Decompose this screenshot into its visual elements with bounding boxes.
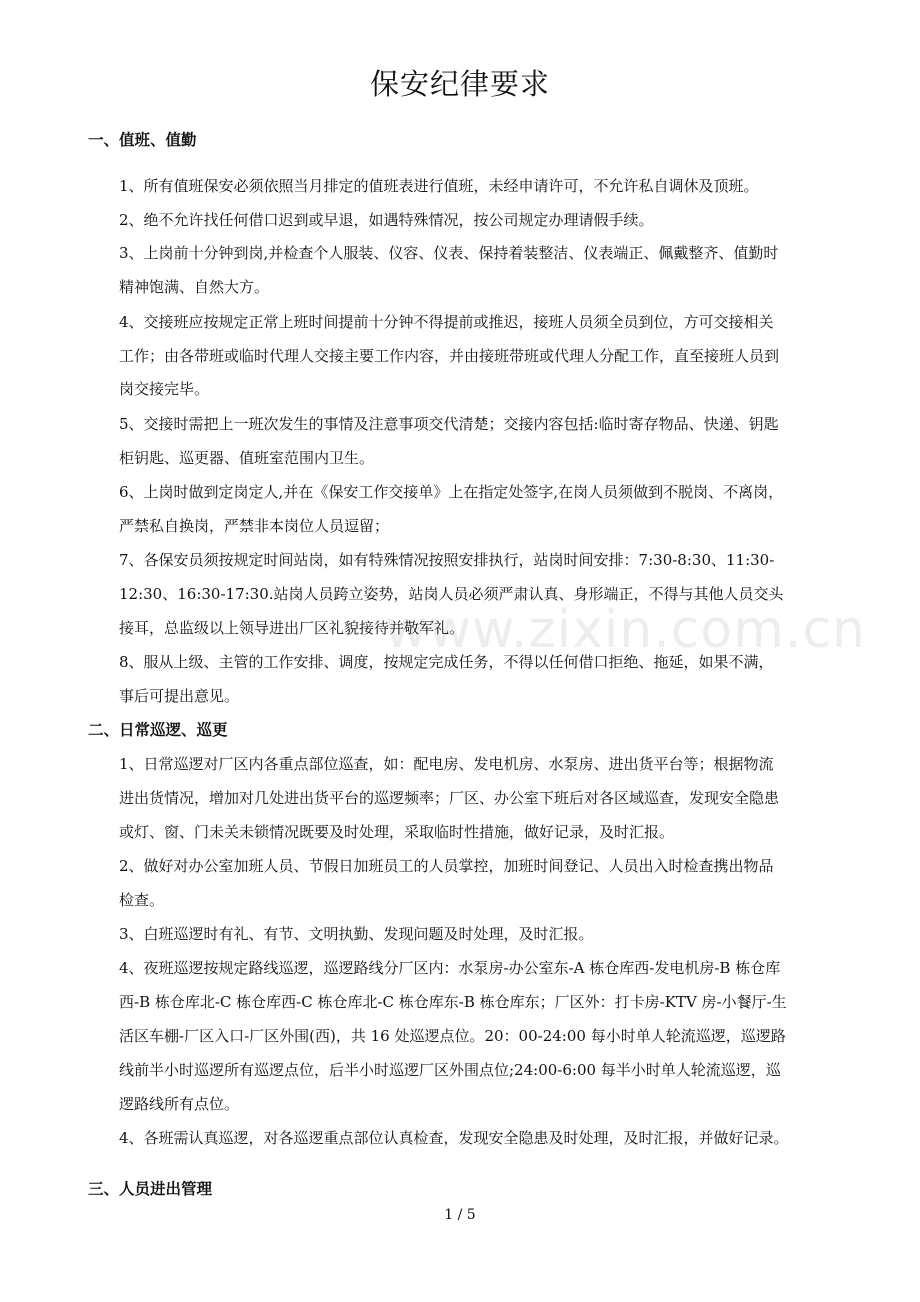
paragraph-line: 接耳，总监级以上领导进出厂区礼貌接待并敬军礼。	[119, 619, 465, 637]
paragraph-line: 工作；由各带班或临时代理人交接主要工作内容，并由接班带班或代理人分配工作，直至接班人员到	[119, 347, 780, 365]
paragraph-line: 2、做好对办公室加班人员、节假日加班员工的人员掌控，加班时间登记、人员出入时检查携出物品	[119, 857, 774, 875]
watermark: www.zixin.com.cn	[385, 600, 866, 660]
paragraph-line: 西-B 栋仓库北-C 栋仓库西-C 栋仓库北-C 栋仓库东-B 栋仓库东；厂区外：打卡房-KTV 房-小餐厅-生	[119, 993, 787, 1011]
paragraph-line: 2、绝不允许找任何借口迟到或早退，如遇特殊情况，按公司规定办理请假手续。	[119, 211, 654, 229]
paragraph-line: 线前半小时巡逻所有巡逻点位，后半小时巡逻厂区外围点位;24:00-6:00 每半小时单人轮流巡逻，巡	[119, 1061, 781, 1079]
paragraph-line: 严禁私自换岗，严禁非本岗位人员逗留；	[119, 517, 390, 535]
page-title: 保安纪律要求	[369, 67, 550, 101]
paragraph-line: 4、各班需认真巡逻，对各巡逻重点部位认真检查，发现安全隐患及时处理，及时汇报，并做好记录。	[119, 1129, 789, 1147]
paragraph-line: 1、日常巡逻对厂区内各重点部位巡查，如：配电房、发电机房、水泵房、进出货平台等；根据物流	[119, 755, 774, 773]
paragraph-line: 或灯、窗、门未关未锁情况既要及时处理，采取临时性措施，做好记录，及时汇报。	[119, 823, 675, 841]
section-heading: 三、人员进出管理	[88, 1180, 213, 1198]
paragraph-line: 事后可提出意见。	[119, 687, 240, 705]
paragraph-line: 岗交接完毕。	[119, 380, 210, 398]
paragraph-line: 3、白班巡逻时有礼、有节、文明执勤、发现问题及时处理，及时汇报。	[119, 925, 594, 943]
paragraph-line: 进出货情况，增加对几处进出货平台的巡逻频率；厂区、办公室下班后对各区域巡查，发现安全隐患	[119, 789, 780, 807]
paragraph-line: 12:30、16:30-17:30.站岗人员跨立姿势，站岗人员必须严肃认真、身形端正，不得与其他人员交头	[119, 585, 784, 603]
paragraph-line: 柜钥匙、巡更器、值班室范围内卫生。	[119, 449, 375, 467]
paragraph-line: 7、各保安员须按规定时间站岗，如有特殊情况按照安排执行，站岗时间安排：7:30-8:30、11:30-	[119, 551, 775, 569]
paragraph-line: 活区车棚-厂区入口-厂区外围(西)，共 16 处巡逻点位。20：00-24:00 每小时单人轮流巡逻，巡逻路	[119, 1027, 786, 1045]
paragraph-line: 4、交接班应按规定正常上班时间提前十分钟不得提前或推迟，接班人员须全员到位，方可交接相关	[119, 313, 774, 331]
paragraph-line: 5、交接时需把上一班次发生的事情及注意事项交代清楚；交接内容包括:临时寄存物品、快递、钥匙	[119, 415, 779, 433]
paragraph-line: 精神饱满、自然大方。	[119, 278, 270, 296]
paragraph-line: 4、夜班巡逻按规定路线巡逻，巡逻路线分厂区内：水泵房-办公室东-A 栋仓库西-发电机房-B 栋仓库	[119, 959, 781, 977]
paragraph-line: 6、上岗时做到定岗定人,并在《保安工作交接单》上在指定处签字,在岗人员须做到不脱岗、不离岗，	[119, 483, 784, 501]
paragraph-line: 8、服从上级、主管的工作安排、调度，按规定完成任务，不得以任何借口拒绝、拖延，如果不满，	[119, 653, 774, 671]
paragraph-line: 逻路线所有点位。	[119, 1095, 240, 1113]
section-heading: 二、日常巡逻、巡更	[88, 721, 228, 739]
paragraph-line: 1、所有值班保安必须依照当月排定的值班表进行值班，未经申请许可，不允许私自调休及顶班。	[119, 177, 759, 195]
paragraph-line: 检查。	[119, 891, 165, 909]
section-heading: 一、值班、值勤	[88, 131, 197, 149]
page-number: 1 / 5	[444, 1207, 476, 1223]
paragraph-line: 3、上岗前十分钟到岗,并检查个人服装、仪容、仪表、保持着装整洁、仪表端正、佩戴整齐、值勤时	[119, 244, 779, 262]
